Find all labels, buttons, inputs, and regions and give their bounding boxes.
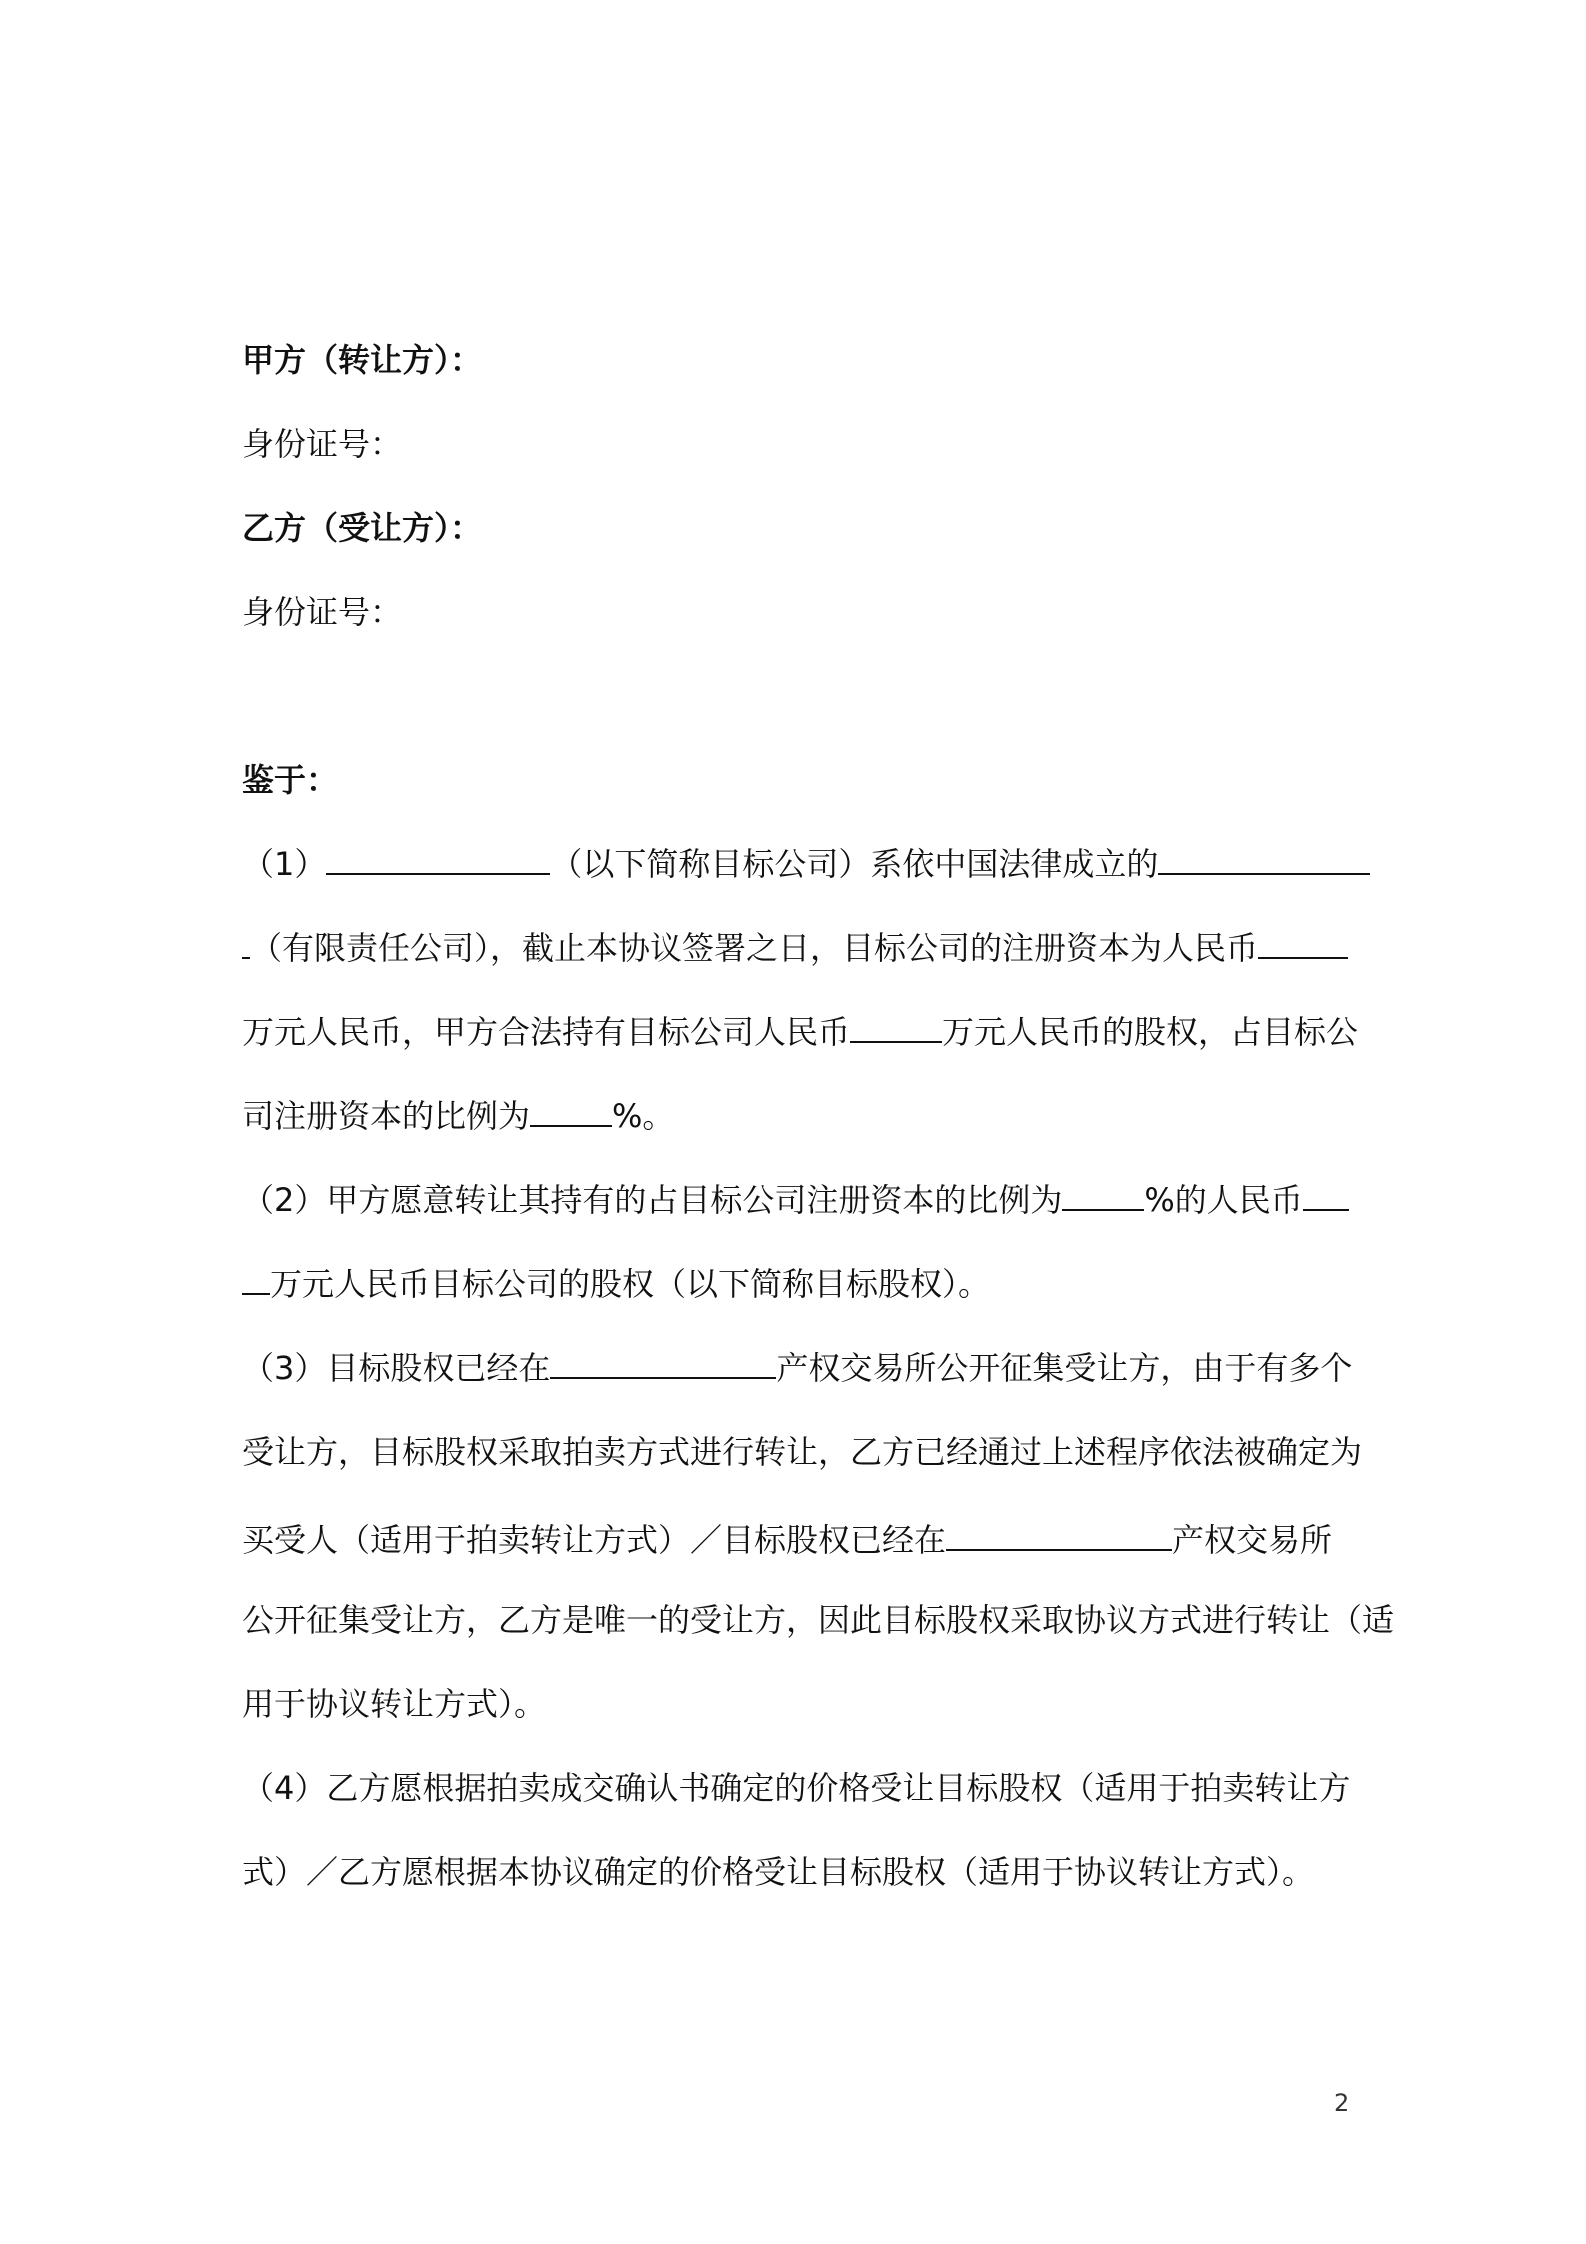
recital-1-line-4 [242,1094,1362,1138]
recital-1-line-3 [242,1010,1362,1054]
recital-1-text-a: （以下简称目标公司）系依中国法律成立的 [550,845,1159,883]
page-number: 2 [1334,2089,1350,2117]
exchange-name-blank [550,1347,776,1379]
recital-2-text-b: %的人民币 [1144,1181,1303,1219]
recital-2-text-a: （2）甲方愿意转让其持有的占目标公司注册资本的比例为 [242,1181,1063,1219]
recital-1-line-1 [242,842,1362,886]
ownership-ratio-blank [530,1095,612,1127]
recital-2-line-1 [242,1178,1362,1222]
party-b-id-label: 身份证号： [242,593,403,631]
recital-1-line-2 [242,926,1362,970]
party-b-label: 乙方（受让方）： [242,509,483,547]
recitals-heading: 鉴于： [242,761,339,799]
target-company-name-blank [326,843,550,875]
transfer-amount-blank [1303,1179,1349,1211]
transfer-ratio-blank [1062,1179,1144,1211]
jurisdiction-blank-continued [242,927,250,959]
recital-3-line-4: 公开征集受让方，乙方是唯一的受让方，因此目标股权采取协议方式进行转让（适 [242,1601,1395,1639]
recital-1-text-b: （有限责任公司），截止本协议签署之日，目标公司的注册资本为人民币 [250,929,1259,967]
exchange-name-blank-2 [946,1519,1172,1551]
recital-3-text-a: （3）目标股权已经在 [242,1349,551,1387]
recital-1-text-e: 司注册资本的比例为 [242,1097,531,1135]
recital-4-line-2: 式）／乙方愿根据本协议确定的价格受让目标股权（适用于协议转让方式）。 [242,1853,1315,1891]
transfer-amount-blank-continued [242,1263,270,1295]
recital-3-text-c: 买受人（适用于拍卖转让方式）／目标股权已经在 [242,1521,947,1559]
recital-2-line-2 [242,1262,1362,1306]
party-a-id-label: 身份证号： [242,425,403,463]
recital-3-line-5: 用于协议转让方式）。 [242,1685,547,1723]
recital-1-text-f: %。 [612,1097,675,1135]
recital-1-text-c: 万元人民币，甲方合法持有目标公司人民币 [242,1013,851,1051]
recital-3-text-b: 产权交易所公开征集受让方，由于有多个 [776,1349,1353,1387]
registered-capital-blank [1258,927,1348,959]
recital-3-line-1 [242,1346,1362,1390]
jurisdiction-blank [1158,843,1370,875]
recital-3-line-3 [242,1518,1362,1562]
recital-2-text-c: 万元人民币目标公司的股权（以下简称目标股权）。 [270,1265,991,1303]
recital-3-text-d: 产权交易所 [1172,1521,1333,1559]
held-capital-blank [850,1011,942,1043]
recital-4-line-1: （4）乙方愿根据拍卖成交确认书确定的价格受让目标股权（适用于拍卖转让方 [242,1769,1351,1807]
recital-1-number: （1） [242,845,327,883]
recital-3-line-2: 受让方，目标股权采取拍卖方式进行转让，乙方已经通过上述程序依法被确定为 [242,1433,1363,1471]
party-a-label: 甲方（转让方）： [242,341,483,379]
recital-1-text-d: 万元人民币的股权，占目标公 [942,1013,1359,1051]
